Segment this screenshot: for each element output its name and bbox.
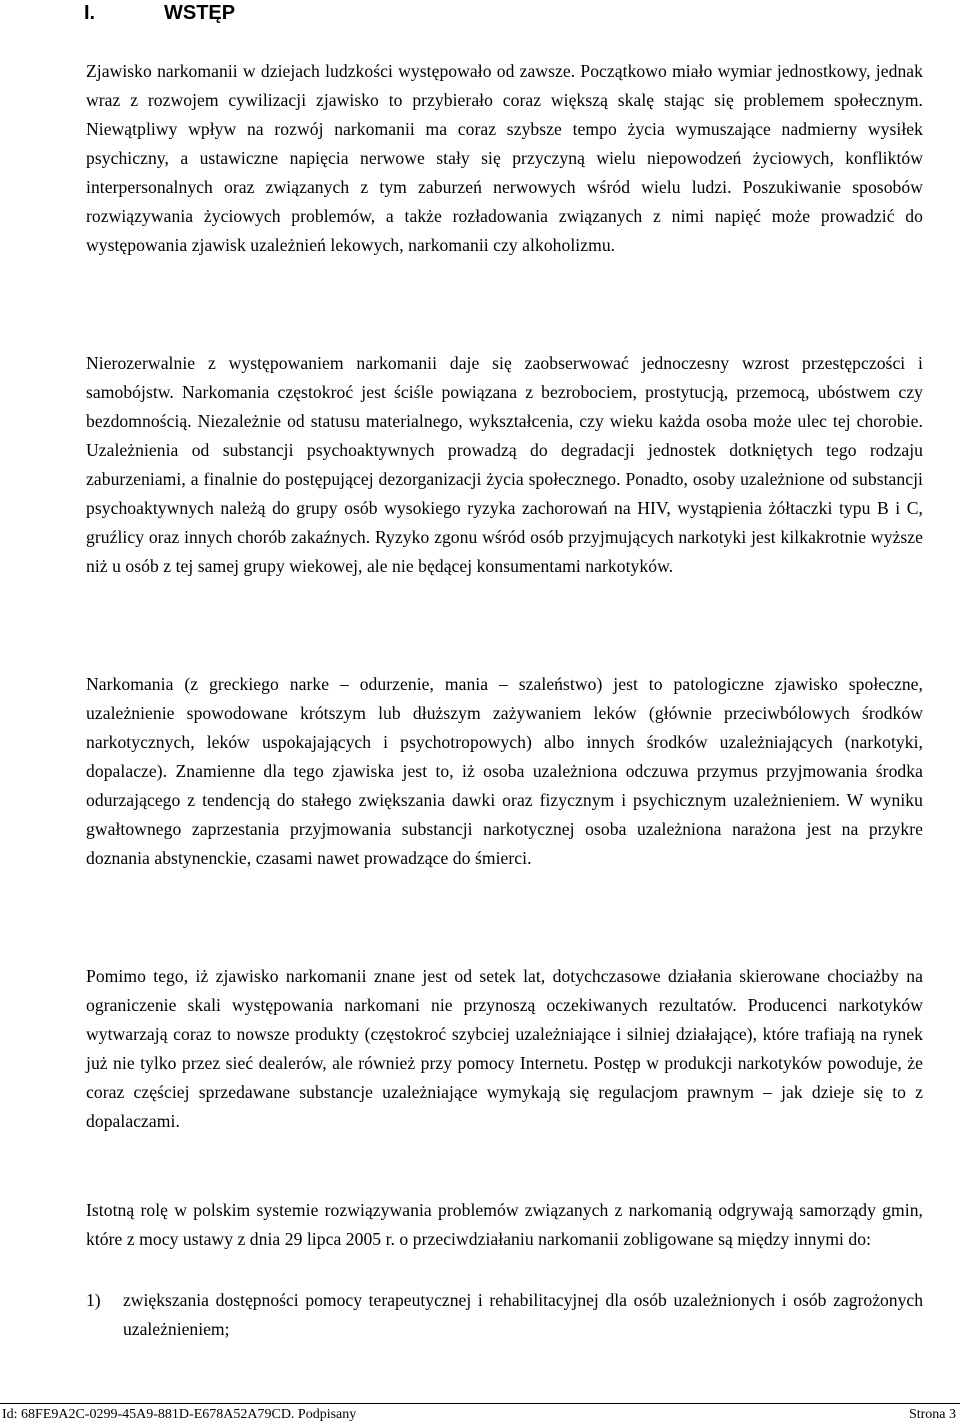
list-item-marker: 1) [86,1290,101,1310]
section-number: I. [84,2,96,24]
footer-divider [0,1403,960,1404]
list-item [86,1286,923,1344]
section-heading [84,0,235,26]
footer-document-id: Id: 68FE9A2C-0299-45A9-881D-E678A52A79CD. Podpisany [2,1407,357,1422]
paragraph-crime: Nierozerwalnie z występowaniem narkomanii daje się zaobserwować jednoczesny wzrost przestępczości i samobójstw. Narkomania częstokroć jest ściśle powiązana z bezrobociem, prostytucją, przemocą, ubóstwem czy bezdomnością. Niezależnie od statusu materialnego, wykształcenia, czy wieku każda osoba może ulec tej chorobie. Uzależnienia od substancji psychoaktywnych prowadzą do degradacji jednostek dotkniętych tego rodzaju zaburzeniami, a finalnie do postępującej dezorganizacji życia społecznego. Ponadto, osoby uzależnione od substancji psychoaktywnych należą do grupy osób wysokiego ryzyka zachorowań na HIV, wystąpienia żółtaczki typu B i C, gruźlicy oraz innych chorób zakaźnych. Ryzyko zgonu wśród osób przyjmujących narkotyki jest kilkakrotnie wyższe niż u osób z tej samej grupy wiekowej, ale nie będącej konsumentami narkotyków. [86,353,923,576]
paragraph-municipalities: Istotną rolę w polskim systemie rozwiązywania problemów związanych z narkomanią odgrywają samorządy gmin, które z mocy ustawy z dnia 29 lipca 2005 r. o przeciwdziałaniu narkomanii zobligowane są między innymi do: [86,1200,923,1249]
paragraph-producers: Pomimo tego, iż zjawisko narkomanii znane jest od setek lat, dotychczasowe działania skierowane chociażby na ograniczenie skali występowania narkomani nie przynoszą oczekiwanych rezultatów. Producenci narkotyków wytwarzają coraz to nowsze produkty (częstokroć szybciej uzależniające i silniej działające), które trafiają na rynek już nie tylko przez sieć dealerów, ale również przy pomocy Internetu. Postęp w produkcji narkotyków powoduje, że coraz częściej sprzedawane substancje uzależniające wymykają się regulacjom prawnym – jak dzieje się to z dopalaczami. [86,966,923,1131]
footer-page-number: Strona 3 [908,1407,956,1422]
page-footer [0,1405,960,1424]
list-item-text: zwiększania dostępności pomocy terapeutycznej i rehabilitacyjnej dla osób uzależnionych i osób zagrożonych uzależnieniem; [123,1290,923,1339]
paragraph-definition: Narkomania (z greckiego narke – odurzenie, mania – szaleństwo) jest to patologiczne zjawisko społeczne, uzależnienie spowodowane krótszym lub dłuższym zażywaniem leków (głównie przeciwbólowych środków narkotycznych, leków uspokajających i psychotropowych) albo innych środków uzależniających (narkotyki, dopalacze). Znamienne dla tego zjawiska jest to, iż osoba uzależniona odczuwa przymus przyjmowania środka odurzającego z tendencją do stałego zwiększania dawki oraz fizycznym i psychicznym uzależnieniem. W wyniku gwałtownego zaprzestania przyjmowania substancji narkotycznej osoba uzależniona narażona jest na przykre doznania abstynenckie, czasami nawet prowadzące do śmierci. [86,674,923,868]
paragraph-intro: Zjawisko narkomanii w dziejach ludzkości występowało od zawsze. Początkowo miało wymiar jednostkowy, jednak wraz z rozwojem cywilizacji zjawisko to przybierało coraz większą skalę stając się problemem społecznym. Niewątpliwy wpływ na rozwój narkomanii ma coraz szybsze tempo życia wymuszające nadmierny wysiłek psychiczny, a ustawiczne napięcia nerwowe stały się przyczyną wielu niepowodzeń życiowych, konfliktów interpersonalnych oraz związanych z tym zaburzeń nerwowych wśród wielu ludzi. Poszukiwanie sposobów rozwiązywania życiowych problemów, a także rozładowania związanych z nimi napięć może prowadzić do występowania zjawisk uzależnień lekowych, narkomanii czy alkoholizmu. [86,61,923,255]
section-title: WSTĘP [164,2,236,24]
